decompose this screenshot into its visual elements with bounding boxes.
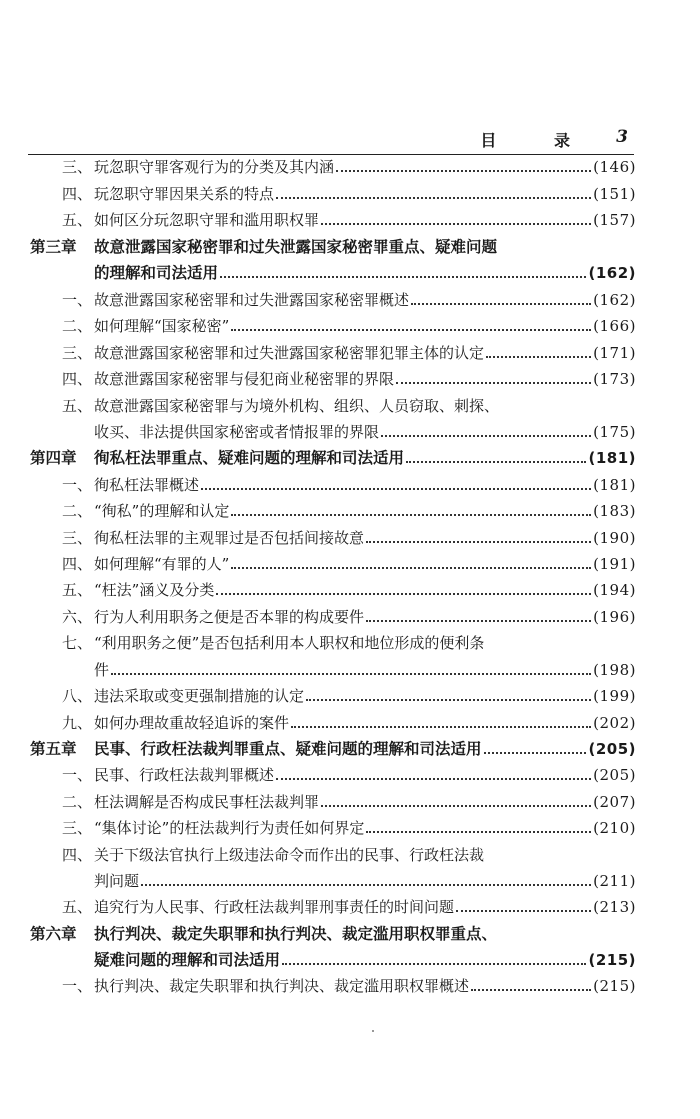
toc-entry-text: 如何理解“国家秘密”	[94, 317, 230, 335]
dot-leader	[484, 752, 587, 754]
toc-page-number: (205)	[593, 766, 636, 784]
toc-entry-text: 追究行为人民事、行政枉法裁判罪刑事责任的时间问题	[94, 898, 455, 916]
dot-leader	[291, 726, 591, 728]
dot-leader	[321, 805, 591, 807]
toc-page-number: (196)	[593, 608, 636, 626]
toc-entry-text: 玩忽职守罪客观行为的分类及其内涵	[94, 158, 335, 176]
toc-label: 三、	[62, 158, 93, 176]
toc-section-line	[62, 712, 636, 734]
toc-page-number: (202)	[593, 714, 636, 732]
toc-label: 三、	[62, 819, 93, 837]
toc-entry-text: 的理解和司法适用	[94, 264, 219, 282]
toc-page-number: (173)	[593, 370, 636, 388]
dot-leader	[366, 831, 591, 833]
toc-page-number: (166)	[593, 317, 636, 335]
toc-label: 一、	[62, 291, 93, 309]
toc-page-number: (181)	[593, 476, 636, 494]
toc-label: 五、	[62, 397, 93, 415]
dot-leader	[366, 541, 591, 543]
dot-leader	[231, 567, 591, 569]
toc-entry-text: 徇私枉法罪重点、疑难问题的理解和司法适用	[94, 449, 405, 467]
toc-section-line	[62, 395, 636, 417]
dot-leader	[336, 170, 591, 172]
toc-label: 八、	[62, 687, 93, 705]
dot-leader	[276, 778, 591, 780]
dot-leader	[471, 989, 591, 991]
toc-label: 三、	[62, 529, 93, 547]
toc-page-number: (213)	[593, 898, 636, 916]
toc-label: 一、	[62, 476, 93, 494]
toc-entry-text: 执行判决、裁定失职罪和执行判决、裁定滥用职权罪重点、	[94, 925, 498, 943]
toc-label: 六、	[62, 608, 93, 626]
toc-page-number: (215)	[588, 951, 636, 969]
toc-entry-text: 玩忽职守罪因果关系的特点	[94, 185, 275, 203]
dot-leader	[216, 593, 591, 595]
toc-page-number: (210)	[593, 819, 636, 837]
toc-section-line	[62, 606, 636, 628]
toc-entry-text: “利用职务之便”是否包括利用本人职权和地位形成的便利条	[94, 634, 485, 652]
dot-leader	[220, 276, 586, 278]
toc-section-line	[94, 870, 636, 892]
toc-page-number: (175)	[593, 423, 636, 441]
toc-section-line	[62, 368, 636, 390]
toc-page-number: (191)	[593, 555, 636, 573]
toc-label: 二、	[62, 793, 93, 811]
toc-entry-text: 行为人利用职务之便是否本罪的构成要件	[94, 608, 365, 626]
toc-entry-text: “枉法”涵义及分类	[94, 581, 215, 599]
toc-section-line	[62, 500, 636, 522]
toc-entry-text: 如何办理故重故轻追诉的案件	[94, 714, 290, 732]
dot-leader	[406, 461, 586, 463]
toc-page-number: (198)	[593, 661, 636, 679]
toc-section-line	[62, 156, 636, 178]
toc-page-number: (194)	[593, 581, 636, 599]
toc-label: 五、	[62, 581, 93, 599]
dot-leader	[231, 514, 591, 516]
toc-entry-text: 枉法调解是否构成民事枉法裁判罪	[94, 793, 320, 811]
toc-section-line	[62, 817, 636, 839]
toc-chapter-line	[30, 447, 636, 469]
toc-section-line	[62, 844, 636, 866]
toc-entry-text: 疑难问题的理解和司法适用	[94, 951, 281, 969]
toc-section-line	[62, 791, 636, 813]
toc-entry-text: 故意泄露国家秘密罪和过失泄露国家秘密罪重点、疑难问题	[94, 238, 498, 256]
toc-entry-text: 故意泄露国家秘密罪和过失泄露国家秘密罪犯罪主体的认定	[94, 344, 485, 362]
toc-section-line	[62, 685, 636, 707]
dot-leader	[366, 620, 591, 622]
toc-section-line	[62, 342, 636, 364]
toc-label: 九、	[62, 714, 93, 732]
toc-label: 三、	[62, 344, 93, 362]
toc-label: 二、	[62, 317, 93, 335]
toc-label: 第三章	[30, 238, 77, 256]
toc-chapter-line	[94, 949, 636, 971]
dot-leader	[411, 303, 591, 305]
toc-section-line	[62, 764, 636, 786]
toc-page-number: (151)	[593, 185, 636, 203]
dot-leader	[456, 910, 591, 912]
dot-leader	[282, 963, 586, 965]
toc-page-number: (207)	[593, 793, 636, 811]
toc-label: 五、	[62, 898, 93, 916]
toc-label: 七、	[62, 634, 93, 652]
toc-section-line	[62, 896, 636, 918]
toc-section-line	[62, 632, 636, 654]
dot-leader	[381, 435, 591, 437]
toc-section-line	[62, 289, 636, 311]
toc-label: 一、	[62, 766, 93, 784]
toc-entry-text: 违法采取或变更强制措施的认定	[94, 687, 305, 705]
toc-section-line	[62, 527, 636, 549]
dot-leader	[306, 699, 591, 701]
toc-chapter-line	[94, 262, 636, 284]
toc-section-line	[62, 553, 636, 575]
toc-entry-text: 件	[94, 661, 110, 679]
toc-entry-text: 故意泄露国家秘密罪和过失泄露国家秘密罪概述	[94, 291, 410, 309]
toc-entry-text: 判问题	[94, 872, 140, 890]
toc-entry-text: 如何理解“有罪的人”	[94, 555, 230, 573]
toc-section-line	[94, 421, 636, 443]
toc-entry-text: 徇私枉法罪概述	[94, 476, 200, 494]
toc-entry-text: 收买、非法提供国家秘密或者情报罪的界限	[94, 423, 380, 441]
page-number: 3	[616, 127, 628, 147]
toc-entry-text: 民事、行政枉法裁判罪概述	[94, 766, 275, 784]
toc-page-number: (146)	[593, 158, 636, 176]
toc-entry-text: 徇私枉法罪的主观罪过是否包括间接故意	[94, 529, 365, 547]
toc-label: 五、	[62, 211, 93, 229]
toc-page-number: (183)	[593, 502, 636, 520]
toc-entry-text: 故意泄露国家秘密罪与为境外机构、组织、人员窃取、刺探、	[94, 397, 500, 415]
dot-leader	[141, 884, 591, 886]
toc-page-number: (211)	[593, 872, 636, 890]
toc-label: 四、	[62, 370, 93, 388]
toc-page-number: (199)	[593, 687, 636, 705]
toc-section-line	[62, 315, 636, 337]
toc-page-number: (162)	[588, 264, 636, 282]
toc-label: 四、	[62, 555, 93, 573]
toc-page-number: (162)	[593, 291, 636, 309]
toc-label: 第四章	[30, 449, 77, 467]
dot-leader	[396, 382, 591, 384]
dot-leader	[201, 488, 591, 490]
toc-page-number: (157)	[593, 211, 636, 229]
toc-entry-text: 民事、行政枉法裁判罪重点、疑难问题的理解和司法适用	[94, 740, 482, 758]
toc-entry-text: “徇私”的理解和认定	[94, 502, 230, 520]
toc-label: 第五章	[30, 740, 77, 758]
toc-entry-text: 如何区分玩忽职守罪和滥用职权罪	[94, 211, 320, 229]
toc-chapter-line	[30, 738, 636, 760]
dot-leader	[276, 197, 591, 199]
toc-label: 一、	[62, 977, 93, 995]
toc-page-number: (171)	[593, 344, 636, 362]
toc-entry-text: 关于下级法官执行上级违法命令而作出的民事、行政枉法裁	[94, 846, 485, 864]
dot-leader	[486, 356, 591, 358]
toc-label: 四、	[62, 185, 93, 203]
dot-leader	[111, 673, 591, 675]
toc-section-line	[62, 975, 636, 997]
toc-label: 第六章	[30, 925, 77, 943]
toc-page-number: (181)	[588, 449, 636, 467]
toc-section-line	[62, 579, 636, 601]
toc-chapter-line	[30, 923, 636, 945]
toc-entry-text: 执行判决、裁定失职罪和执行判决、裁定滥用职权罪概述	[94, 977, 470, 995]
toc-label: 四、	[62, 846, 93, 864]
toc-page-number: (190)	[593, 529, 636, 547]
speck	[372, 1030, 374, 1032]
toc-section-line	[62, 183, 636, 205]
toc-page-number: (205)	[588, 740, 636, 758]
toc-entry-text: “集体讨论”的枉法裁判行为责任如何界定	[94, 819, 365, 837]
toc-page-number: (215)	[593, 977, 636, 995]
dot-leader	[231, 329, 591, 331]
toc-chapter-line	[30, 236, 636, 258]
toc-section-line	[62, 474, 636, 496]
toc-section-line	[94, 659, 636, 681]
toc-label: 二、	[62, 502, 93, 520]
header-title: 目 录	[480, 131, 596, 150]
dot-leader	[321, 223, 591, 225]
toc-entry-text: 故意泄露国家秘密罪与侵犯商业秘密罪的界限	[94, 370, 395, 388]
toc-section-line	[62, 209, 636, 231]
